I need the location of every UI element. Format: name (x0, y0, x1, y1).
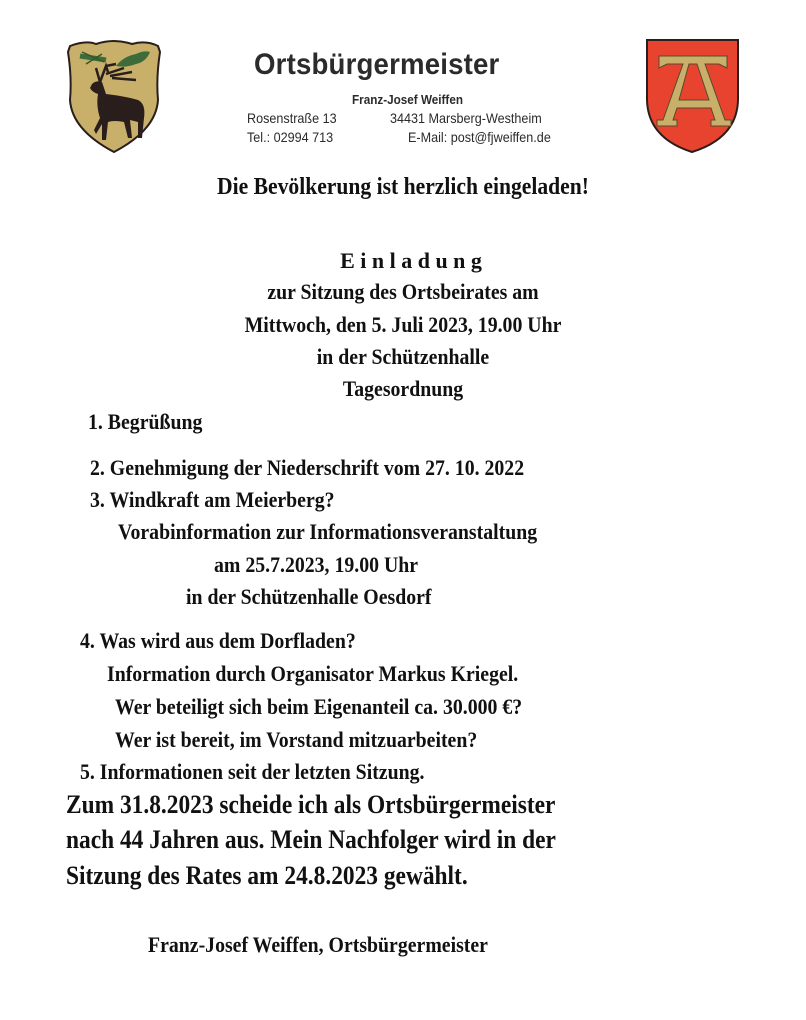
agenda-item-3-detail-1: Vorabinformation zur Informationsveranstaltung (118, 519, 538, 544)
letterhead-phone: Tel.: 02994 713 (247, 129, 334, 145)
invitation-line-1: zur Sitzung des Ortsbeirates am (267, 279, 539, 304)
letter-a-coat-of-arms-icon (645, 38, 740, 154)
invitation-line-2: Mittwoch, den 5. Juli 2023, 19.00 Uhr (244, 312, 562, 337)
agenda-item-2: 2. Genehmigung der Niederschrift vom 27. 10. 2022 (90, 455, 525, 480)
agenda-item-3: 3. Windkraft am Meierberg? (90, 487, 335, 512)
agenda-title: Tagesordnung (342, 376, 464, 401)
notice-line-1: Zum 31.8.2023 scheide ich als Ortsbürgermeister (66, 790, 556, 819)
notice-line-3: Sitzung des Rates am 24.8.2023 gewählt. (66, 861, 468, 890)
letterhead-city: 34431 Marsberg-Westheim (390, 110, 542, 126)
agenda-item-4-detail-1: Information durch Organisator Markus Kriegel. (107, 661, 519, 686)
letterhead-name: Franz-Josef Weiffen (352, 92, 463, 107)
signature: Franz-Josef Weiffen, Ortsbürgermeister (148, 932, 488, 957)
notice-line-2: nach 44 Jahren aus. Mein Nachfolger wird in der (66, 825, 556, 854)
letterhead-title: Ortsbürgermeister (254, 48, 500, 81)
letterhead-street: Rosenstraße 13 (247, 110, 337, 126)
invitation-headline: Die Bevölkerung ist herzlich eingeladen! (217, 174, 589, 200)
agenda-item-4-detail-3: Wer ist bereit, im Vorstand mitzuarbeiten? (115, 727, 478, 752)
letterhead-email: E-Mail: post@fjweiffen.de (408, 129, 551, 145)
invitation-line-3: in der Schützenhalle (316, 344, 490, 369)
agenda-item-4: 4. Was wird aus dem Dorfladen? (80, 628, 356, 653)
agenda-item-4-detail-2: Wer beteiligt sich beim Eigenanteil ca. 30.000 €? (115, 694, 523, 719)
agenda-item-3-detail-3: in der Schützenhalle Oesdorf (186, 584, 432, 609)
invitation-label: E i n l a d u n g (340, 248, 482, 273)
agenda-item-5: 5. Informationen seit der letzten Sitzung. (80, 759, 425, 784)
agenda-item-1: 1. Begrüßung (88, 409, 203, 434)
agenda-item-3-detail-2: am 25.7.2023, 19.00 Uhr (214, 552, 419, 577)
